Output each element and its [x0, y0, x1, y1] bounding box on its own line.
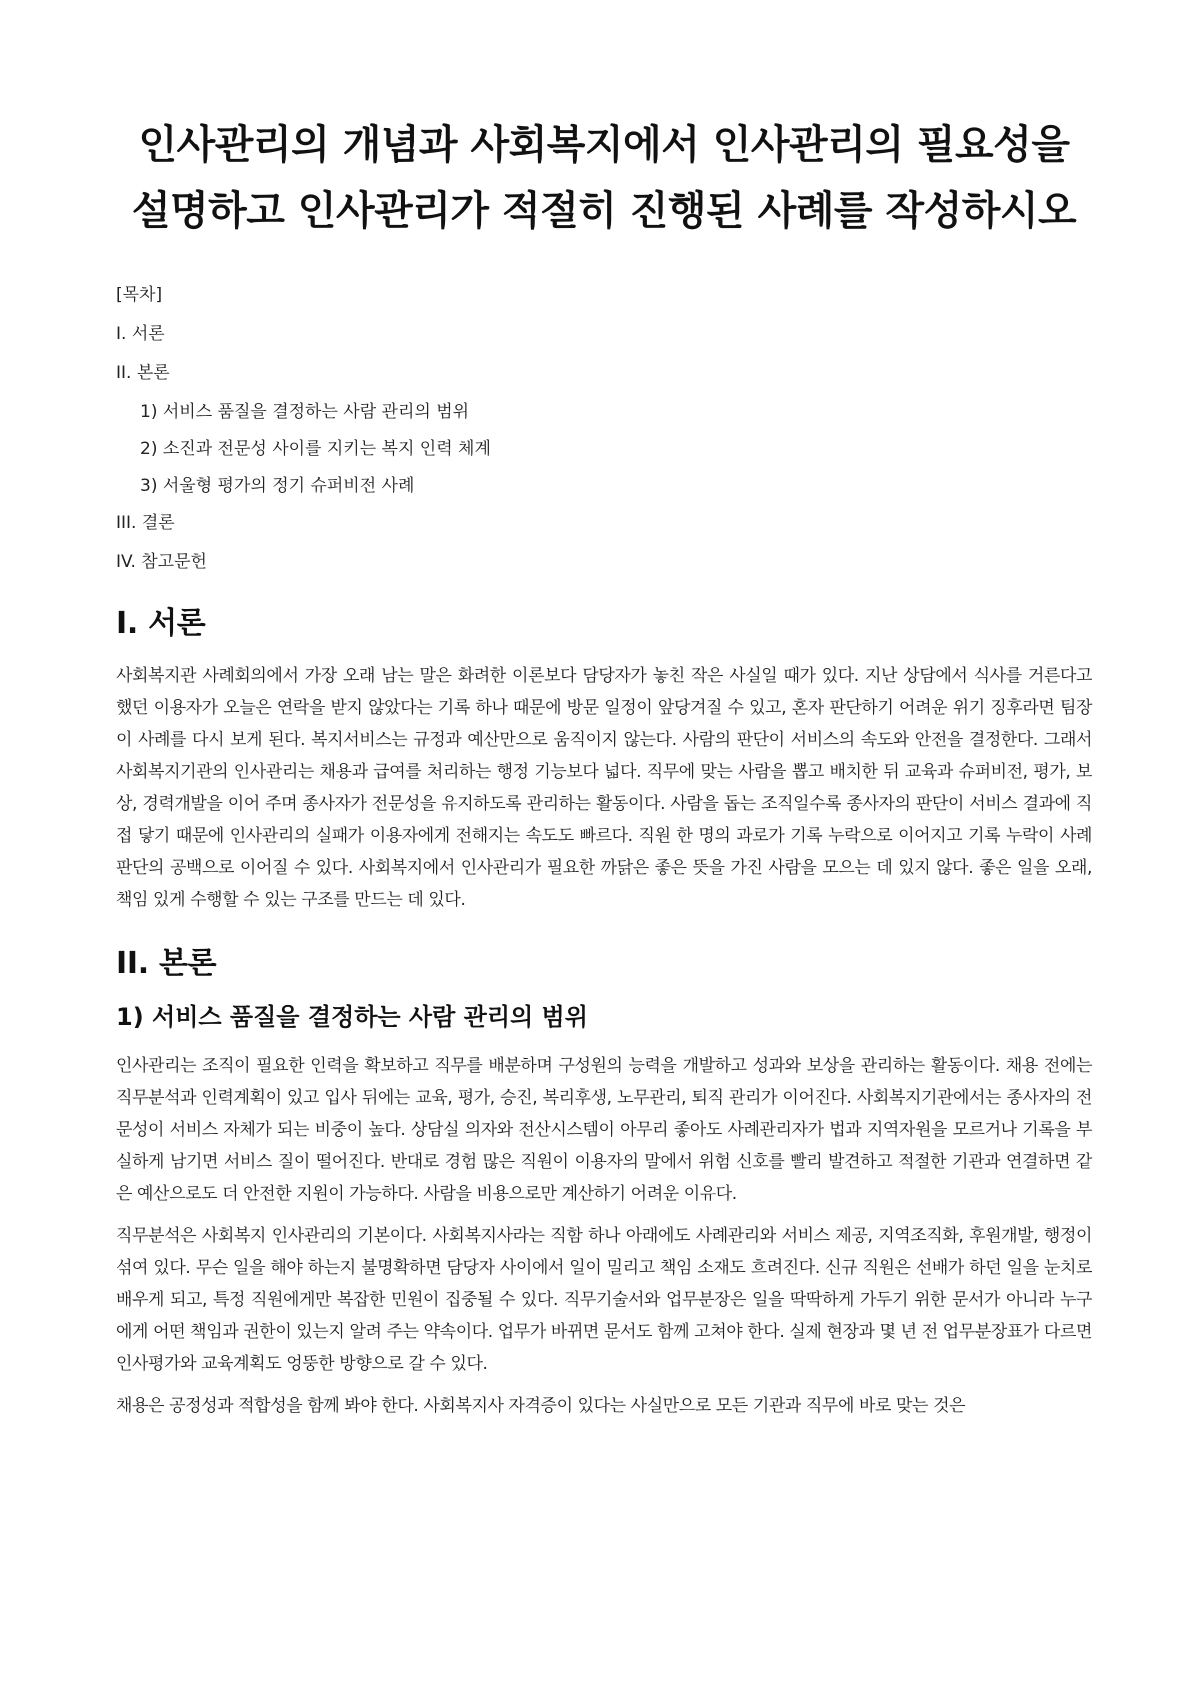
toc-item-references: IV. 참고문헌 [116, 552, 207, 572]
toc-item-intro: I. 서론 [116, 324, 165, 344]
paragraph-introduction: 사회복지관 사례회의에서 가장 오래 남는 말은 화려한 이론보다 담당자가 놓친 작은 사실일 때가 있다. 지난 상담에서 식사를 거른다고 했던 이용자가 오늘은 연락을 받지 않았다는 기록 하나 때문에 방문 일정이 앞당겨질 수 있고, 혼자 판단하기 어려운 위기 징후라면 팀장이 사례를 다시 보게 된다. 복지서비스는 규정과 예산만으로 움직이지 않는다. 사람의 판단이 서비스의 속도와 안전을 결정한다. 그래서 사회복지기관의 인사관리는 채용과 급여를 처리하는 행정 기능보다 넓다. 직무에 맞는 사람을 뽑고 배치한 뒤 교육과 슈퍼비전, 평가, 보상, 경력개발을 이어 주며 종사자가 전문성을 유지하도록 관리하는 활동이다. 사람을 돕는 조직일수록 종사자의 판단이 서비스 결과에 직접 닿기 때문에 인사관리의 실패가 이용자에게 전해지는 속도도 빠르다. 직원 한 명의 과로가 기록 누락으로 이어지고 기록 누락이 사례 판단의 공백으로 이어질 수 있다. 사회복지에서 인사관리가 필요한 까닭은 좋은 뜻을 가진 사람을 모으는 데 있지 않다. 좋은 일을 오래, 책임 있게 수행할 수 있는 구조를 만드는 데 있다. [116, 666, 1092, 910]
section-heading-introduction: I. 서론 [116, 606, 206, 641]
paragraph-body-1: 인사관리는 조직이 필요한 인력을 확보하고 직무를 배분하며 구성원의 능력을 개발하고 성과와 보상을 관리하는 활동이다. 채용 전에는 직무분석과 인력계획이 있고 입사 뒤에는 교육, 평가, 승진, 복리후생, 노무관리, 퇴직 관리가 이어진다. 사회복지기관에서는 종사자의 전문성이 서비스 자체가 되는 비중이 높다. 상담실 의자와 전산시스템이 아무리 좋아도 사례관리자가 법과 지역자원을 모르거나 기록을 부실하게 남기면 서비스 질이 떨어진다. 반대로 경험 많은 직원이 이용자의 말에서 위험 신호를 빨리 발견하고 적절한 기관과 연결하면 같은 예산으로도 더 안전한 지원이 가능하다. 사람을 비용으로만 계산하기 어려운 이유다. [116, 1056, 1092, 1204]
toc-item-body-1: 1) 서비스 품질을 결정하는 사람 관리의 범위 [140, 402, 470, 422]
section-body [116, 944, 1092, 1422]
section-introduction [116, 604, 1092, 916]
document-title: 인사관리의 개념과 사회복지에서 인사관리의 필요성을 설명하고 인사관리가 적절히 진행된 사례를 작성하시오 [131, 122, 1077, 234]
subsection-heading-1: 1) 서비스 품질을 결정하는 사람 관리의 범위 [116, 1003, 588, 1031]
paragraph-body-3: 채용은 공정성과 적합성을 함께 봐야 한다. 사회복지사 자격증이 있다는 사실만으로 모든 기관과 직무에 바로 맞는 것은 [116, 1396, 966, 1416]
toc-heading: [목차] [116, 285, 163, 305]
toc-item-body-3: 3) 서울형 평가의 정기 슈퍼비전 사례 [140, 476, 415, 496]
paragraph-body-2: 직무분석은 사회복지 인사관리의 기본이다. 사회복지사라는 직함 하나 아래에도 사례관리와 서비스 제공, 지역조직화, 후원개발, 행정이 섞여 있다. 무슨 일을 해야 하는지 불명확하면 담당자 사이에서 일이 밀리고 책임 소재도 흐려진다. 신규 직원은 선배가 하던 일을 눈치로 배우게 되고, 특정 직원에게만 복잡한 민원이 집중될 수 있다. 직무기술서와 업무분장은 일을 딱딱하게 가두기 위한 문서가 아니라 누구에게 어떤 책임과 권한이 있는지 알려 주는 약속이다. 업무가 바뀌면 문서도 함께 고쳐야 한다. 실제 현장과 몇 년 전 업무분장표가 다르면 인사평가와 교육계획도 엉뚱한 방향으로 갈 수 있다. [116, 1226, 1092, 1374]
toc-item-body: II. 본론 [116, 363, 170, 383]
section-heading-body: II. 본론 [116, 946, 217, 981]
table-of-contents [116, 323, 1092, 574]
toc-item-conclusion: III. 결론 [116, 513, 175, 533]
toc-item-body-2: 2) 소진과 전문성 사이를 지키는 복지 인력 체계 [140, 439, 491, 459]
